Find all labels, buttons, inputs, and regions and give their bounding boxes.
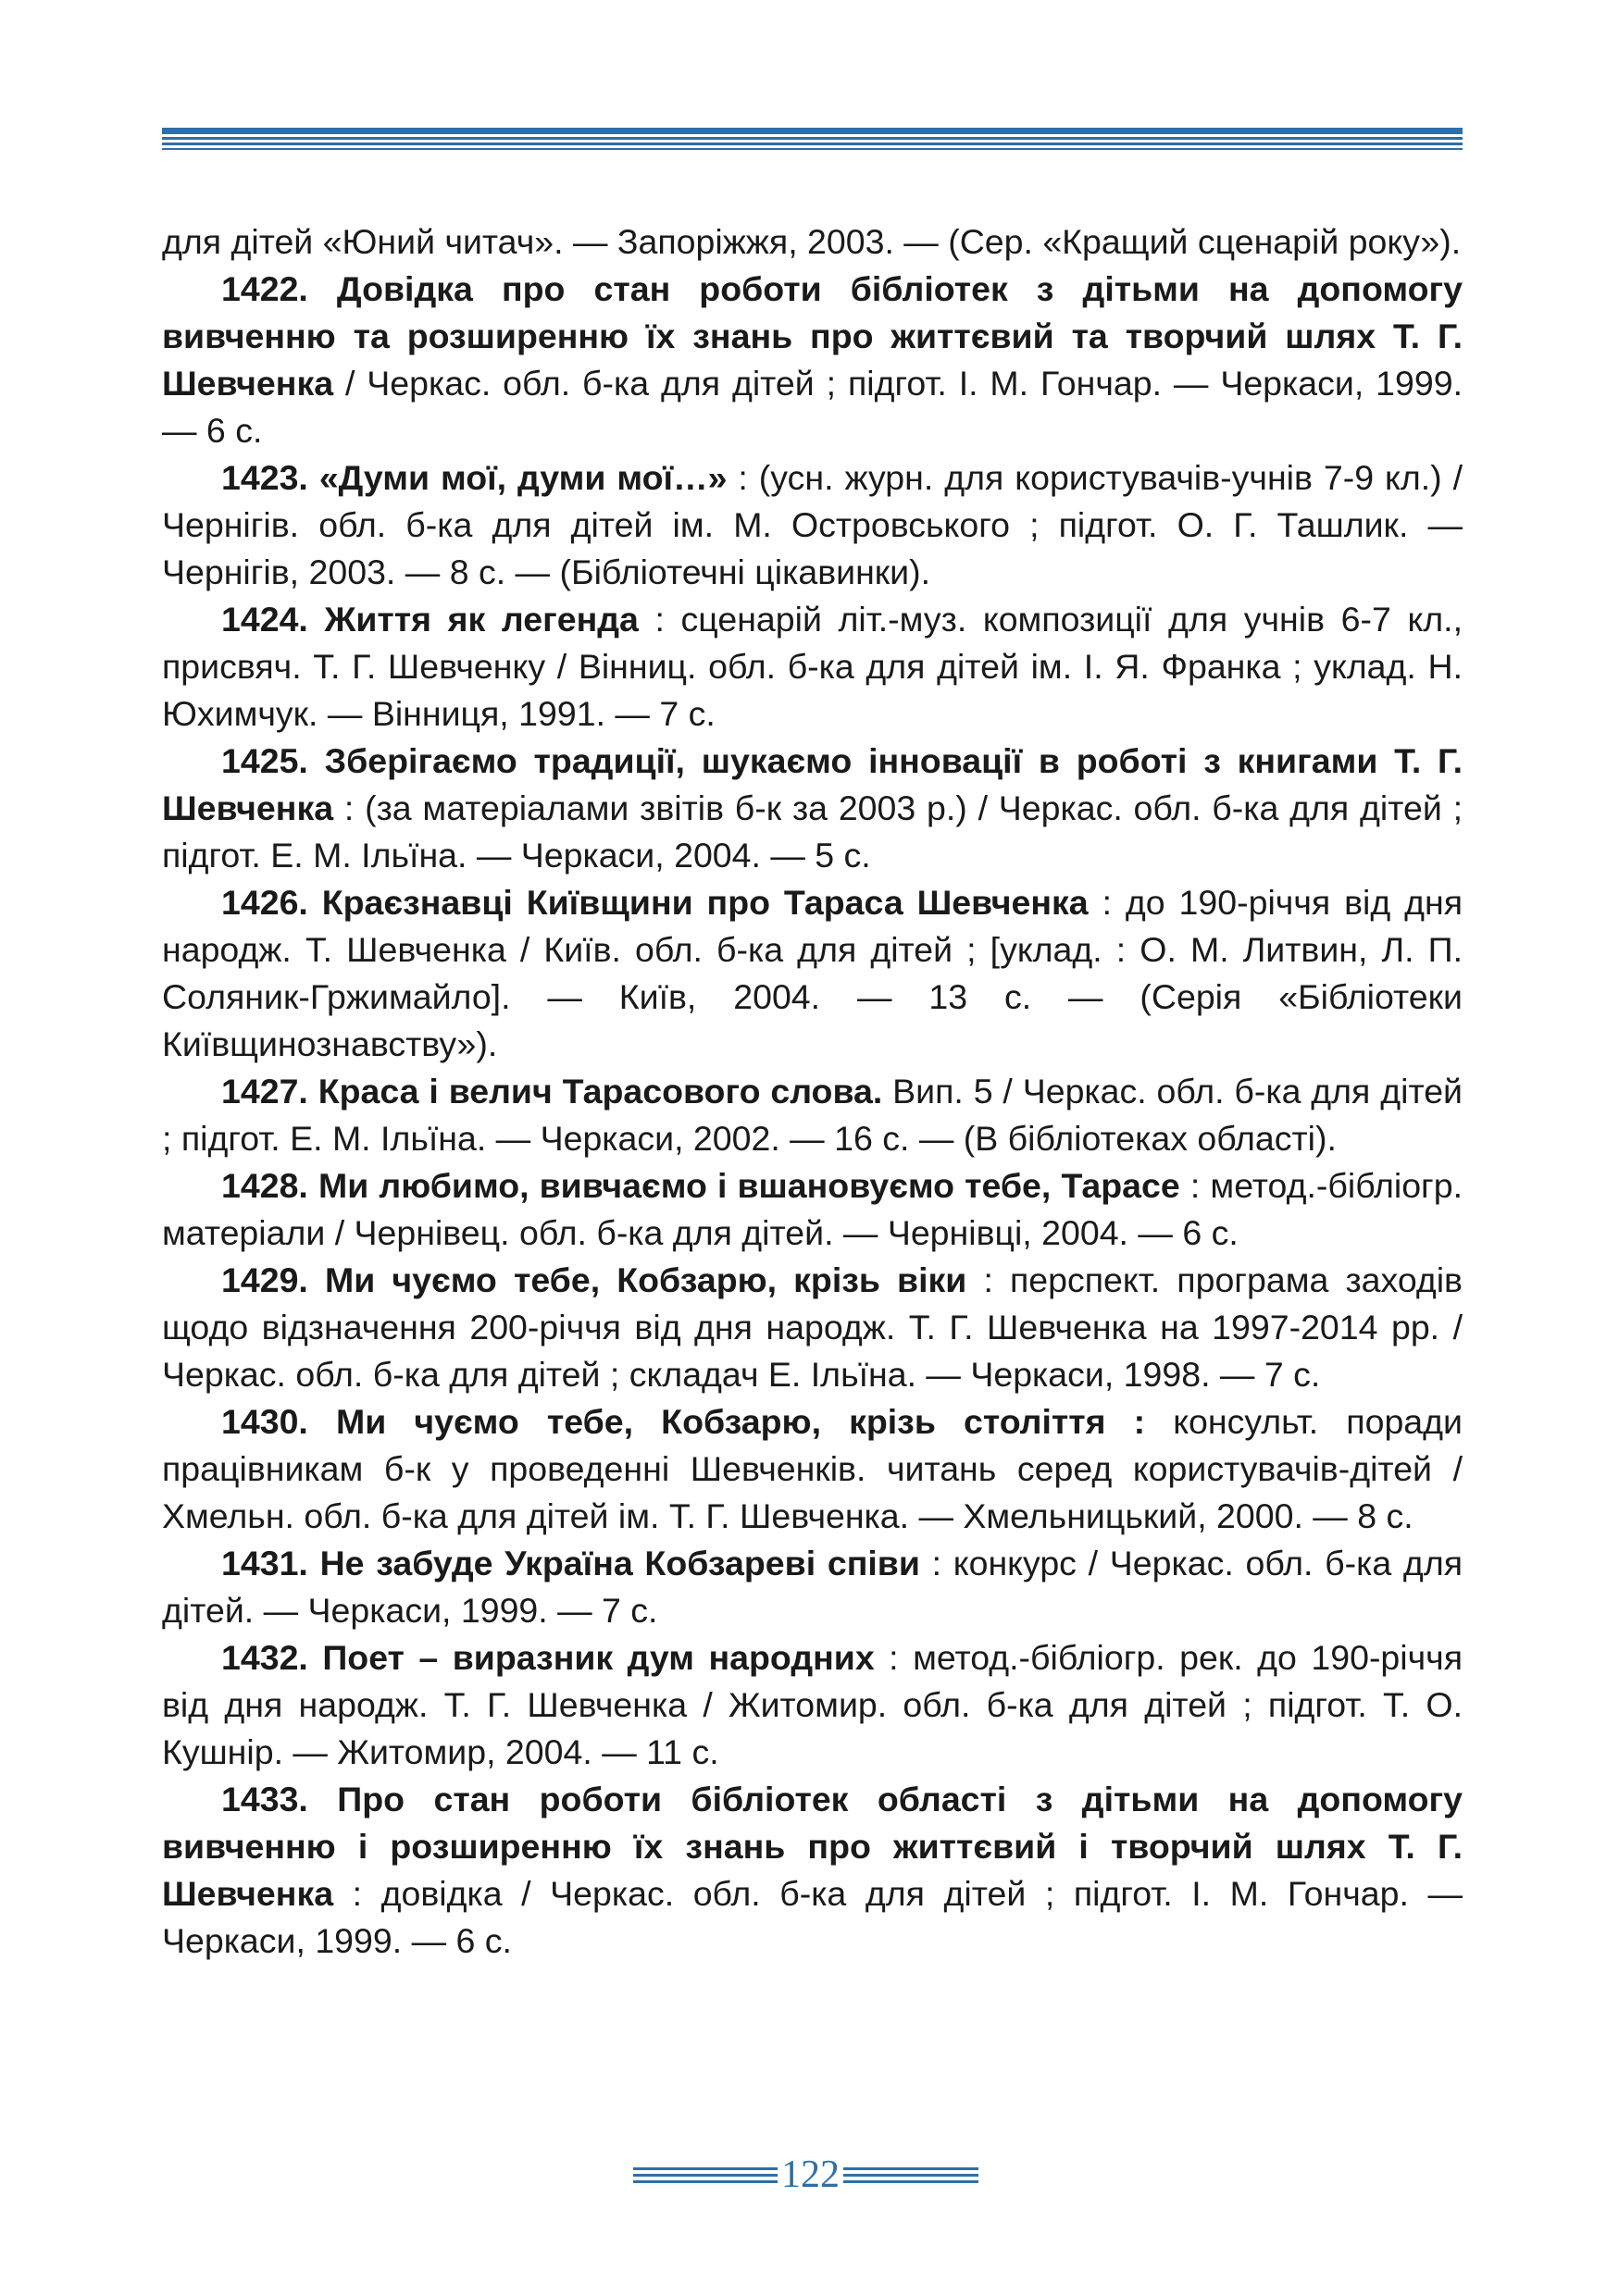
page-footer (633, 2154, 978, 2195)
entry-details: : до 190-річчя від дня народж. Т. Шевченка / Київ. обл. б-ка для дітей ; [уклад. : О. М. Литвин, Л. П. Соляник-Гржимайло]. — Київ, 2004. — 13 с. — (Серія «Бібліотеки Київщинознавству»). (162, 883, 1463, 1063)
entry-title: «Думи мої, думи мої…» (318, 458, 728, 497)
entry-details: Вип. 5 / Черкас. обл. б-ка для дітей ; підгот. Е. М. Ільїна. — Черкаси, 2002. — 16 с. — (В бібліотеках області). (162, 1072, 1463, 1158)
entry-number: 1426. (221, 883, 308, 922)
entry-title: Ми любимо, вивчаємо і вшановуємо тебе, Тарасе (318, 1166, 1180, 1205)
bibliography-entry (162, 879, 1463, 1068)
bibliography-list (162, 218, 1463, 1965)
entry-details: / Черкас. обл. б-ка для дітей ; підгот. І. М. Гончар. — Черкаси, 1999. — 6 с. (162, 364, 1463, 450)
footer-rule-left (633, 2167, 778, 2183)
entry-title: Про стан роботи бібліотек області з дітьми на допомогу вивченню і розширенню їх знань про життєвий і творчий шлях Т. Г. Шевченка (162, 1780, 1463, 1913)
entry-number: 1431. (221, 1544, 308, 1582)
entry-details: : конкурс / Черкас. обл. б-ка для дітей. — Черкаси, 1999. — 7 с. (162, 1544, 1463, 1630)
entry-title: Краса і велич Тарасового слова. (318, 1072, 883, 1111)
entry-title: Не забуде Україна Кобзареві співи (319, 1544, 920, 1582)
entry-number: 1422. (221, 269, 308, 308)
bibliography-entry (162, 738, 1463, 879)
entry-details: : (за матеріалами звітів б-к за 2003 р.) / Черкас. обл. б-ка для дітей ; підгот. Е. М. Ільїна. — Черкаси, 2004. — 5 с. (162, 788, 1463, 875)
bibliography-entry (162, 1540, 1463, 1634)
bibliography-entry (162, 454, 1463, 596)
entry-title: Життя як легенда (324, 600, 639, 639)
bibliography-entry (162, 266, 1463, 454)
entry-title: Зберігаємо традиції, шукаємо інновації в роботі з книгами Т. Г. Шевченка (162, 741, 1463, 827)
entry-title: Довідка про стан роботи бібліотек з дітьми на допомогу вивченню та розширенню їх знань про життєвий та творчий шлях Т. Г. Шевченка (162, 269, 1463, 403)
bibliography-entry (162, 1068, 1463, 1162)
continuation-text: для дітей «Юний читач». — Запоріжжя, 2003. — (Сер. «Кращий сценарій року»). (162, 222, 1462, 261)
entry-number: 1429. (221, 1260, 308, 1299)
bibliography-entry (162, 1776, 1463, 1965)
entry-details: консульт. поради працівникам б-к у проведенні Шевченків. читань серед користувачів-дітей / Хмельн. обл. б-ка для дітей ім. Т. Г. Шевченка. — Хмельницький, 2000. — 8 с. (162, 1402, 1463, 1535)
entry-details: : довідка / Черкас. обл. б-ка для дітей ; підгот. І. М. Гончар. — Черкаси, 1999. — 6 с. (162, 1874, 1463, 1960)
entry-number: 1423. (221, 458, 308, 497)
entry-title: Ми чуємо тебе, Кобзарю, крізь віки (324, 1260, 967, 1299)
entry-title: Краєзнавці Київщини про Тараса Шевченка (321, 883, 1089, 922)
entry-number: 1433. (221, 1780, 308, 1818)
entry-number: 1430. (221, 1402, 308, 1441)
entry-number: 1427. (221, 1072, 308, 1111)
bibliography-entry (162, 596, 1463, 738)
bibliography-entry (162, 1257, 1463, 1398)
entry-details: : метод.-бібліогр. рек. до 190-річчя від дня народж. Т. Г. Шевченка / Житомир. обл. б-ка для дітей ; підгот. Т. О. Кушнір. — Житомир, 2004. — 11 с. (162, 1638, 1463, 1771)
entry-title: Поет – виразник дум народних (322, 1638, 875, 1677)
header-rule (162, 128, 1463, 150)
bibliography-entry (162, 1162, 1463, 1257)
entry-number: 1432. (221, 1638, 308, 1677)
entry-details: : метод.-бібліогр. матеріали / Чернівец. обл. б-ка для дітей. — Чернівці, 2004. — 6 с. (162, 1166, 1463, 1252)
bibliography-entry (162, 1634, 1463, 1776)
entries-container (162, 266, 1463, 1965)
entry-number: 1425. (221, 741, 308, 780)
entry-number: 1424. (221, 600, 308, 639)
entry-number: 1428. (221, 1166, 308, 1205)
entry-title: Ми чуємо тебе, Кобзарю, крізь століття : (335, 1402, 1146, 1441)
entry-details: : (усн. журн. для користувачів-учнів 7-9 кл.) / Чернігів. обл. б-ка для дітей ім. М. Островського ; підгот. О. Г. Ташлик. — Чернігів, 2003. — 8 с. — (Бібліотечні цікавинки). (162, 458, 1463, 591)
bibliography-entry (162, 1398, 1463, 1540)
entry-details: : перспект. програма заходів щодо відзначення 200-річчя від дня народж. Т. Г. Шевченка на 1997-2014 рр. / Черкас. обл. б-ка для дітей ; складач Е. Ільїна. — Черкаси, 1998. — 7 с. (162, 1260, 1463, 1394)
footer-rule-right (843, 2167, 978, 2183)
entry-details: : сценарій літ.-муз. композиції для учнів 6-7 кл., присвяч. Т. Г. Шевченку / Вінниц. обл. б-ка для дітей ім. І. Я. Франка ; уклад. Н. Юхимчук. — Вінниця, 1991. — 7 с. (162, 600, 1463, 733)
page-number: 122 (781, 2153, 840, 2196)
